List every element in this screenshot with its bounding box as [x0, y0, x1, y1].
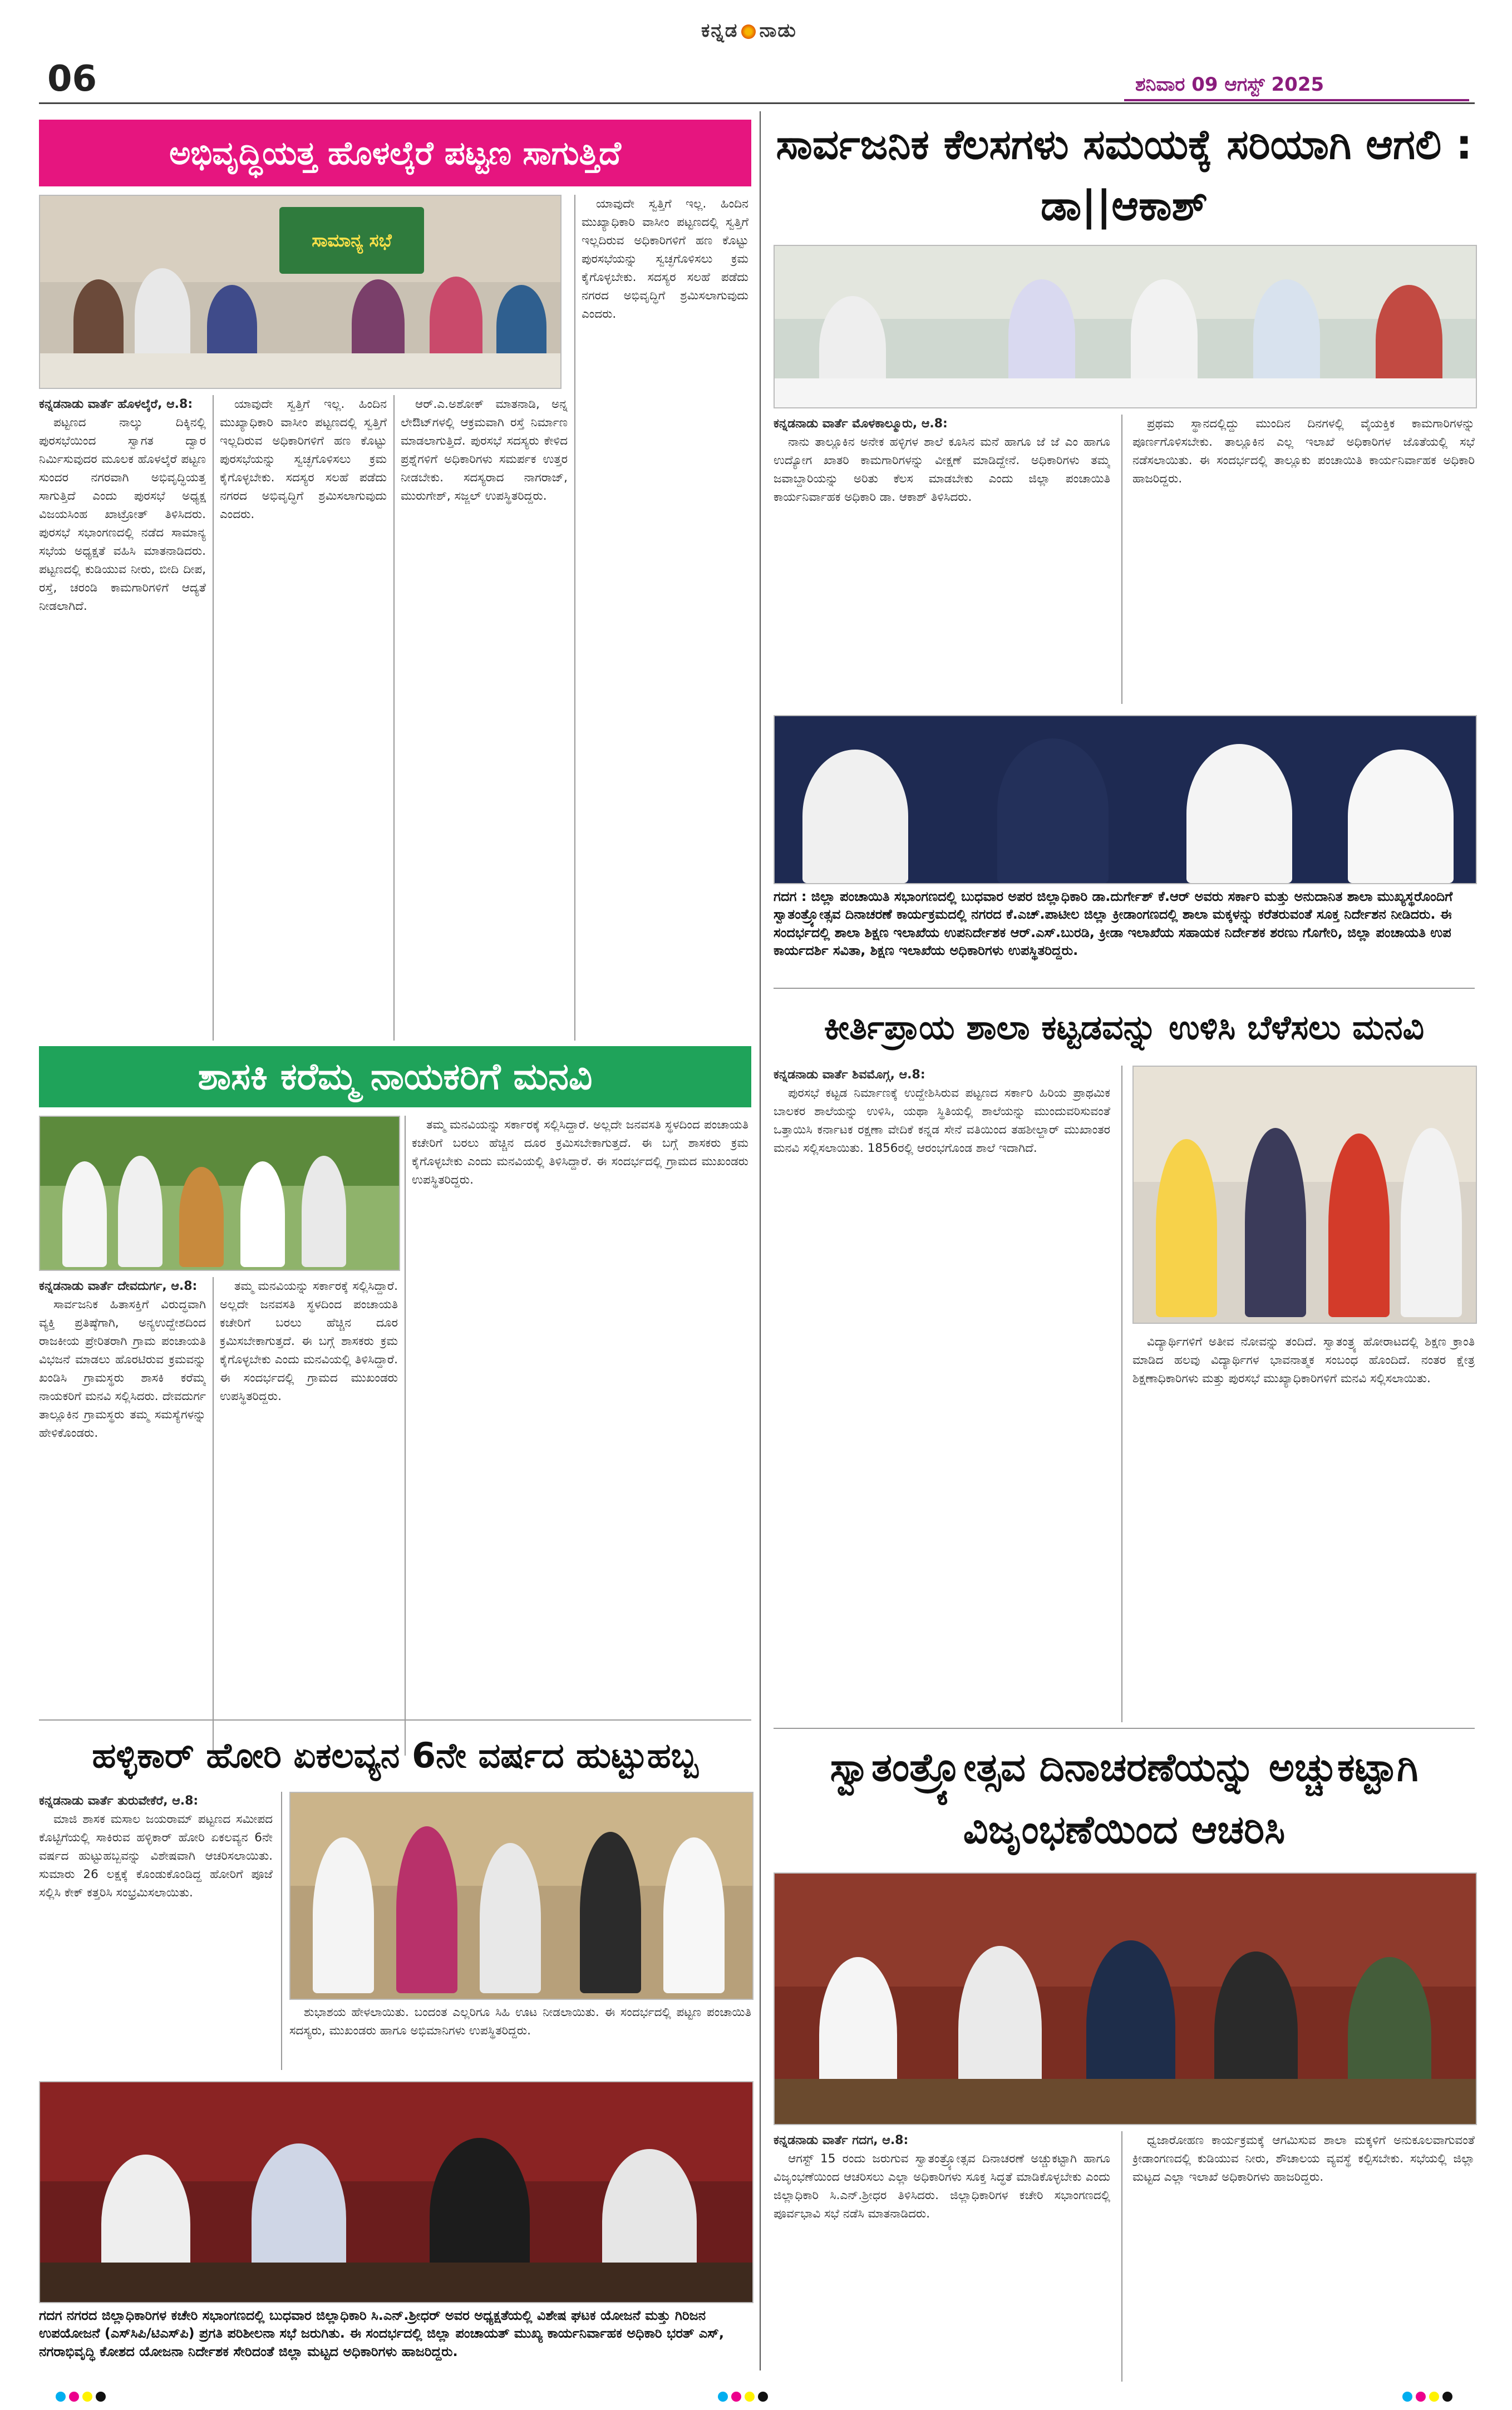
- holalkere-col1: [39, 395, 206, 1041]
- school-photo: [1132, 1066, 1477, 1324]
- divider: [405, 1116, 406, 1756]
- holalkere-text-1: ಪಟ್ಟಣದ ನಾಲ್ಕು ದಿಕ್ಕಿನಲ್ಲಿ ಪುರಸಭೆಯಿಂದ ಸ್ವಾಗತ ದ್ವಾರ ನಿರ್ಮಿಸುವುದರ ಮೂಲಕ ಹೊಳಲ್ಕೆರೆ ಪಟ್ಟಣ ಸುಂದರ ನಗರವಾಗಿ ಅಭಿವೃದ್ಧಿಯತ್ತ ಸಾಗುತ್ತಿದೆ ಎಂದು ಪುರಸಭೆ ಅಧ್ಯಕ್ಷ ವಿಜಯಸಿಂಹ ಖಾಟ್ರೋತ್ ತಿಳಿಸಿದರು. ಪುರಸಭೆ ಸಭಾಂಗಣದಲ್ಲಿ ನಡೆದ ಸಾಮಾನ್ಯ ಸಭೆಯ ಅಧ್ಯಕ್ಷತೆ ವಹಿಸಿ ಮಾತನಾಡಿದರು. ಪಟ್ಟಣದಲ್ಲಿ ಕುಡಿಯುವ ನೀರು, ಬೀದಿ ದೀಪ, ರಸ್ತೆ, ಚರಂಡಿ ಕಾಮಗಾರಿಗಳಿಗೆ ಆದ್ಯತೆ ನೀಡಲಾಗಿದೆ.: [39, 416, 206, 613]
- divider: [39, 1719, 751, 1721]
- school-dateline: ಕನ್ನಡನಾಡು ವಾರ್ತೆ ಶಿವಮೊಗ್ಗ, ಆ.8:: [774, 1068, 925, 1082]
- hallikar-text-1: ಮಾಜಿ ಶಾಸಕ ಮಸಾಲ ಜಯರಾಮ್ ಪಟ್ಟಣದ ಸಮೀಪದ ಕೊಟ್ಟಿಗೆಯಲ್ಲಿ ಸಾಕಿರುವ ಹಳ್ಳಿಕಾರ್ ಹೋರಿ ಏಕಲವ್ಯನ 6ನೇ ವರ್ಷದ ಹುಟ್ಟುಹಬ್ಬವನ್ನು ವಿಶೇಷವಾಗಿ ಆಚರಿಸಲಾಯಿತು. ಸುಮಾರು 26 ಲಕ್ಷಕ್ಕೆ ಕೊಂಡುಕೊಂಡಿದ್ದ ಹೋರಿಗೆ ಪೂಜೆ ಸಲ್ಲಿಸಿ ಕೇಕ್ ಕತ್ತರಿಸಿ ಸಂಭ್ರಮಿಸಲಾಯಿತು.: [39, 1812, 273, 1900]
- hallikar-photo: [289, 1792, 753, 2000]
- issue-date: ಶನಿವಾರ 09 ಆಗಸ್ಟ್ 2025: [1135, 73, 1324, 96]
- karemma-text-2: ತಮ್ಮ ಮನವಿಯನ್ನು ಸರ್ಕಾರಕ್ಕೆ ಸಲ್ಲಿಸಿದ್ದಾರೆ. ಅಲ್ಲದೇ ಜನವಸತಿ ಸ್ಥಳದಿಂದ ಪಂಚಾಯತಿ ಕಚೇರಿಗೆ ಬರಲು ಹೆಚ್ಚಿನ ದೂರ ಕ್ರಮಿಸಬೇಕಾಗುತ್ತದೆ. ಈ ಬಗ್ಗೆ ಶಾಸಕರು ಕ್ರಮ ಕೈಗೊಳ್ಳಬೇಕು ಎಂದು ಮನವಿಯಲ್ಲಿ ತಿಳಿಸಿದ್ದಾರೆ. ಈ ಸಂದರ್ಭದಲ್ಲಿ ಗ್ರಾಮದ ಮುಖಂಡರು ಉಪಸ್ಥಿತರಿದ್ದರು.: [220, 1279, 398, 1403]
- holalkere-col2: [220, 395, 387, 1041]
- holalkere-photo: [39, 195, 562, 389]
- public-works-col1: [774, 415, 1110, 704]
- holalkere-dateline: ಕನ್ನಡನಾಡು ವಾರ್ತೆ ಹೊಳಲ್ಕೆರೆ, ಆ.8:: [39, 397, 193, 411]
- holalkere-text-3: ಆರ್.ಎ.ಅಶೋಕ್ ಮಾತನಾಡಿ, ಅನ್ನ ಲೇಔಟ್‌ಗಳಲ್ಲಿ ಆಕ್ರಮವಾಗಿ ರಸ್ತೆ ನಿರ್ಮಾಣ ಮಾಡಲಾಗುತ್ತಿದೆ. ಪುರಸಭೆ ಸದಸ್ಯರು ಕೇಳಿದ ಪ್ರಶ್ನೆಗಳಿಗೆ ಅಧಿಕಾರಿಗಳು ಸಮರ್ಪಕ ಉತ್ತರ ನೀಡಬೇಕು. ಸದಸ್ಯರಾದ ನಾಗರಾಜ್, ಮುರುಗೇಶ್, ಸಜ್ಜಲ್ ಉಪಸ್ಥಿತರಿದ್ದರು.: [401, 397, 568, 503]
- zp-meeting-caption: ಗದಗ : ಜಿಲ್ಲಾ ಪಂಚಾಯಿತಿ ಸಭಾಂಗಣದಲ್ಲಿ ಬುಧವಾರ ಅಪರ ಜಿಲ್ಲಾಧಿಕಾರಿ ಡಾ.ದುರ್ಗೇಶ್ ಕೆ.ಆರ್ ಅವರು ಸರ್ಕಾರಿ ಮತ್ತು ಅನುದಾನಿತ ಶಾಲಾ ಮುಖ್ಯಸ್ಥರೊಂದಿಗೆ ಸ್ವಾತಂತ್ರ್ಯೋತ್ಸವ ದಿನಾಚರಣೆ ಕಾರ್ಯಕ್ರಮದಲ್ಲಿ ನಗರದ ಕೆ.ಎಚ್.ಪಾಟೀಲ ಜಿಲ್ಲಾ ಕ್ರೀಡಾಂಗಣದಲ್ಲಿ ಶಾಲಾ ಮಕ್ಕಳನ್ನು ಕರೆತರುವಂತೆ ಸೂಕ್ತ ನಿರ್ದೇಶನ ನೀಡಿದರು. ಈ ಸಂದರ್ಭದಲ್ಲಿ ಶಾಲಾ ಶಿಕ್ಷಣ ಇಲಾಖೆಯ ಉಪನಿರ್ದೇಶಕ ಆರ್.ಎಸ್.ಬುರಡಿ, ಕ್ರೀಡಾ ಇಲಾಖೆಯ ಸಹಾಯಕ ನಿರ್ದೇಶಕ ಶರಣು ಗೊಗೇರಿ, ಜಿಲ್ಲಾ ಪಂಚಾಯತಿ ಉಪ ಕಾರ್ಯದರ್ಶಿ ಸವಿತಾ, ಶಿಕ್ಷಣ ಇಲಾಖೆಯ ಅಧಿಕಾರಿಗಳು ಉಪಸ್ಥಿತರಿದ್ದರು.: [774, 889, 1453, 959]
- date-rule: [1124, 99, 1469, 101]
- school-text-2: ವಿದ್ಯಾರ್ಥಿಗಳಿಗೆ ಅತೀವ ನೋವನ್ನು ತಂದಿದೆ. ಸ್ವಾತಂತ್ರ್ಯ ಹೋರಾಟದಲ್ಲಿ ಶಿಕ್ಷಣ ಕ್ರಾಂತಿ ಮಾಡಿದ ಹಲವು ವಿದ್ಯಾರ್ಥಿಗಳ ಭಾವನಾತ್ಮಕ ಸಂಬಂಧ ಹೊಂದಿದೆ. ನಂತರ ಕ್ಷೇತ್ರ ಶಿಕ್ಷಣಾಧಿಕಾರಿಗಳು ಮತ್ತು ಪುರಸಭೆ ಮುಖ್ಯಾಧಿಕಾರಿಗಳಿಗೆ ಮನವಿ ಸಲ್ಲಿಸಲಾಯಿತು.: [1132, 1335, 1475, 1386]
- header-rule: [39, 102, 1475, 104]
- divider: [1121, 2131, 1122, 2382]
- meeting-banner: ಸಾಮಾನ್ಯ ಸಭೆ: [279, 207, 424, 274]
- karemma-headline: ಶಾಸಕಿ ಕರೆಮ್ಮ ನಾಯಕರಿಗೆ ಮನವಿ: [39, 1046, 751, 1107]
- hallikar-col1: [39, 1792, 273, 2070]
- divider: [574, 195, 575, 1041]
- masthead-right: ನಾಡು: [759, 19, 797, 42]
- karemma-text-3: ತಮ್ಮ ಮನವಿಯನ್ನು ಸರ್ಕಾರಕ್ಕೆ ಸಲ್ಲಿಸಿದ್ದಾರೆ. ಅಲ್ಲದೇ ಜನವಸತಿ ಸ್ಥಳದಿಂದ ಪಂಚಾಯತಿ ಕಚೇರಿಗೆ ಬರಲು ಹೆಚ್ಚಿನ ದೂರ ಕ್ರಮಿಸಬೇಕಾಗುತ್ತದೆ. ಈ ಬಗ್ಗೆ ಶಾಸಕರು ಕ್ರಮ ಕೈಗೊಳ್ಳಬೇಕು ಎಂದು ಮನವಿಯಲ್ಲಿ ತಿಳಿಸಿದ್ದಾರೆ. ಈ ಸಂದರ್ಭದಲ್ಲಿ ಗ್ರಾಮದ ಮುಖಂಡರು ಉಪಸ್ಥಿತರಿದ್ದರು.: [412, 1118, 748, 1187]
- independence-text-2: ಧ್ವಜಾರೋಹಣ ಕಾರ್ಯಕ್ರಮಕ್ಕೆ ಆಗಮಿಸುವ ಶಾಲಾ ಮಕ್ಕಳಿಗೆ ಅನುಕೂಲವಾಗುವಂತೆ ಕ್ರೀಡಾಂಗಣದಲ್ಲಿ ಕುಡಿಯುವ ನೀರು, ಶೌಚಾಲಯ ವ್ಯವಸ್ಥೆ ಕಲ್ಪಿಸಬೇಕು. ಸಭೆಯಲ್ಲಿ ಜಿಲ್ಲಾ ಮಟ್ಟದ ಎಲ್ಲಾ ಇಲಾಖೆ ಅಧಿಕಾರಿಗಳು ಹಾಜರಿದ್ದರು.: [1132, 2133, 1475, 2184]
- public-works-photo: [774, 245, 1477, 408]
- divider: [1121, 1066, 1122, 1722]
- masthead-left: ಕನ್ನಡ: [701, 19, 738, 42]
- independence-col1: [774, 2131, 1110, 2382]
- sun-logo-icon: [741, 24, 756, 39]
- school-headline: ಕೀರ್ತಿಪ್ರಾಯ ಶಾಲಾ ಕಟ್ಟಡವನ್ನು ಉಳಿಸಿ ಬೆಳೆಸಲು ಮನವಿ: [824, 1008, 1425, 1047]
- divider: [1121, 415, 1122, 704]
- divider: [213, 395, 214, 1041]
- hallikar-col2: [289, 2003, 751, 2070]
- registration-marks-left: [56, 2392, 109, 2404]
- holalkere-col4: [582, 195, 748, 1041]
- hallikar-headline: ಹಳ್ಳಿಕಾರ್ ಹೋರಿ ಏಕಲವ್ಯನ 6ನೇ ವರ್ಷದ ಹುಟ್ಟುಹಬ್ಬ: [92, 1735, 698, 1776]
- registration-marks-center: [718, 2392, 771, 2404]
- karemma-photo: [39, 1116, 400, 1271]
- hallikar-text-2: ಶುಭಾಶಯ ಹೇಳಲಾಯಿತು. ಬಂದಂತ ಎಲ್ಲರಿಗೂ ಸಿಹಿ ಊಟ ನೀಡಲಾಯಿತು. ಈ ಸಂದರ್ಭದಲ್ಲಿ ಪಟ್ಟಣ ಪಂಚಾಯಿತಿ ಸದಸ್ಯರು, ಮುಖಂಡರು ಹಾಗೂ ಅಭಿಮಾನಿಗಳು ಉಪಸ್ಥಿತರಿದ್ದರು.: [289, 2005, 751, 2038]
- independence-col2: [1132, 2131, 1475, 2382]
- divider: [213, 1277, 214, 1756]
- divider: [281, 1792, 282, 2070]
- holalkere-col3: [401, 395, 568, 1041]
- holalkere-headline: ಅಭಿವೃದ್ಧಿಯತ್ತ ಹೊಳಲ್ಕೆರೆ ಪಟ್ಟಣ ಸಾಗುತ್ತಿದೆ: [39, 120, 751, 186]
- independence-headline: ಸ್ವಾತಂತ್ರ್ಯೋತ್ಸವ ದಿನಾಚರಣೆಯನ್ನು ಅಚ್ಚುಕಟ್ಟಾಗಿ ವಿಜೃಂಭಣೆಯಿಂದ ಆಚರಿಸಿ: [830, 1744, 1419, 1852]
- karemma-dateline: ಕನ್ನಡನಾಡು ವಾರ್ತೆ ದೇವದುರ್ಗ, ಆ.8:: [39, 1279, 198, 1293]
- independence-text-1: ಆಗಸ್ಟ್ 15 ರಂದು ಜರುಗುವ ಸ್ವಾತಂತ್ರ್ಯೋತ್ಸವ ದಿನಾಚರಣೆ ಅಚ್ಚುಕಟ್ಟಾಗಿ ಹಾಗೂ ವಿಜೃಂಭಣೆಯಿಂದ ಆಚರಿಸಲು ಎಲ್ಲಾ ಅಧಿಕಾರಿಗಳು ಸೂಕ್ತ ಸಿದ್ಧತೆ ಮಾಡಿಕೊಳ್ಳಬೇಕು ಎಂದು ಜಿಲ್ಲಾಧಿಕಾರಿ ಸಿ.ಎನ್.ಶ್ರೀಧರ ತಿಳಿಸಿದರು. ಜಿಲ್ಲಾಧಿಕಾರಿಗಳ ಕಚೇರಿ ಸಭಾಂಗಣದಲ್ಲಿ ಪೂರ್ವಭಾವಿ ಸಭೆ ನಡೆಸಿ ಮಾತನಾಡಿದರು.: [774, 2152, 1110, 2221]
- divider: [393, 395, 395, 1041]
- page-number: 06: [47, 58, 97, 100]
- registration-marks-right: [1402, 2392, 1456, 2404]
- independence-photo: [774, 1872, 1477, 2125]
- scp-meeting-photo: [39, 2081, 753, 2303]
- public-works-col2: [1132, 415, 1475, 704]
- holalkere-text-2: ಯಾವುದೇ ಸ್ವತ್ತಿಗೆ ಇಲ್ಲ. ಹಿಂದಿನ ಮುಖ್ಯಾಧಿಕಾರಿ ವಾಸೀಂ ಪಟ್ಟಣದಲ್ಲಿ ಸ್ವತ್ತಿಗೆ ಇಲ್ಲದಿರುವ ಅಧಿಕಾರಿಗಳಿಗೆ ಹಣ ಕೊಟ್ಟು ಪುರಸಭೆಯನ್ನು ಸ್ವಚ್ಛಗೊಳಿಸಲು ಕ್ರಮ ಕೈಗೊಳ್ಳಬೇಕು. ಸದಸ್ಯರ ಸಲಹೆ ಪಡೆದು ನಗರದ ಅಭಿವೃದ್ಧಿಗೆ ಶ್ರಮಿಸಲಾಗುವುದು ಎಂದರು.: [220, 397, 387, 521]
- masthead: [701, 19, 797, 42]
- school-col2: [1132, 1333, 1475, 1722]
- holalkere-text-4: ಯಾವುದೇ ಸ್ವತ್ತಿಗೆ ಇಲ್ಲ. ಹಿಂದಿನ ಮುಖ್ಯಾಧಿಕಾರಿ ವಾಸೀಂ ಪಟ್ಟಣದಲ್ಲಿ ಸ್ವತ್ತಿಗೆ ಇಲ್ಲದಿರುವ ಅಧಿಕಾರಿಗಳಿಗೆ ಹಣ ಕೊಟ್ಟು ಪುರಸಭೆಯನ್ನು ಸ್ವಚ್ಛಗೊಳಿಸಲು ಕ್ರಮ ಕೈಗೊಳ್ಳಬೇಕು. ಸದಸ್ಯರ ಸಲಹೆ ಪಡೆದು ನಗರದ ಅಭಿವೃದ್ಧಿಗೆ ಶ್ರಮಿಸಲಾಗುವುದು ಎಂದರು.: [582, 197, 748, 321]
- public-works-text-2: ಪ್ರಥಮ ಸ್ಥಾನದಲ್ಲಿದ್ದು ಮುಂದಿನ ದಿನಗಳಲ್ಲಿ ವೈಯಕ್ತಿಕ ಕಾಮಗಾರಿಗಳನ್ನು ಪೂರ್ಣಗೊಳಿಸಬೇಕು. ತಾಲ್ಲೂಕಿನ ಎಲ್ಲ ಇಲಾಖೆ ಅಧಿಕಾರಿಗಳ ಜೊತೆಯಲ್ಲಿ ಸಭೆ ನಡೆಸಲಾಯಿತು. ಈ ಸಂದರ್ಭದಲ್ಲಿ ತಾಲ್ಲೂಕು ಪಂಚಾಯಿತಿ ಕಾರ್ಯನಿರ್ವಾಹಕ ಅಧಿಕಾರಿ ಹಾಜರಿದ್ದರು.: [1132, 417, 1475, 486]
- divider: [774, 1728, 1475, 1729]
- karemma-col3: [412, 1116, 748, 1756]
- independence-dateline: ಕನ್ನಡನಾಡು ವಾರ್ತೆ ಗದಗ, ಆ.8:: [774, 2133, 909, 2147]
- scp-meeting-caption: ಗದಗ ನಗರದ ಜಿಲ್ಲಾಧಿಕಾರಿಗಳ ಕಚೇರಿ ಸಭಾಂಗಣದಲ್ಲಿ ಬುಧವಾರ ಜಿಲ್ಲಾಧಿಕಾರಿ ಸಿ.ಎನ್.ಶ್ರೀಧರ್ ಅವರ ಅಧ್ಯಕ್ಷತೆಯಲ್ಲಿ ವಿಶೇಷ ಘಟಕ ಯೋಜನೆ ಮತ್ತು ಗಿರಿಜನ ಉಪಯೋಜನೆ (ಎಸ್‌ಸಿಪಿ/ಟಿಎಸ್‌ಪಿ) ಪ್ರಗತಿ ಪರಿಶೀಲನಾ ಸಭೆ ಜರುಗಿತು. ಈ ಸಂದರ್ಭದಲ್ಲಿ ಜಿಲ್ಲಾ ಪಂಚಾಯತ್ ಮುಖ್ಯ ಕಾರ್ಯನಿರ್ವಾಹಕ ಅಧಿಕಾರಿ ಭರತ್ ಎಸ್, ನಗರಾಭಿವೃದ್ಧಿ ಕೋಶದ ಯೋಜನಾ ನಿರ್ದೇಶಕ ಸೇರಿದಂತೆ ಜಿಲ್ಲಾ ಮಟ್ಟದ ಅಧಿಕಾರಿಗಳು ಹಾಜರಿದ್ದರು.: [39, 2308, 724, 2359]
- karemma-col2: [220, 1277, 398, 1756]
- karemma-text-1: ಸಾರ್ವಜನಿಕ ಹಿತಾಸಕ್ತಿಗೆ ವಿರುದ್ಧವಾಗಿ ವ್ಯಕ್ತಿ ಪ್ರತಿಷ್ಠೆಗಾಗಿ, ಅನ್ಯಉದ್ದೇಶದಿಂದ ರಾಜಕೀಯ ಪ್ರೇರಿತರಾಗಿ ಗ್ರಾಮ ಪಂಚಾಯತಿ ವಿಭಜನೆ ಮಾಡಲು ಹೊರಟಿರುವ ಕ್ರಮವನ್ನು ಖಂಡಿಸಿ ಗ್ರಾಮಸ್ಥರು ಶಾಸಕಿ ಕರೆಮ್ಮ ನಾಯಕರಿಗೆ ಮನವಿ ಸಲ್ಲಿಸಿದರು. ದೇವದುರ್ಗ ತಾಲ್ಲೂಕಿನ ಗ್ರಾಮಸ್ಥರು ತಮ್ಮ ಸಮಸ್ಯೆಗಳನ್ನು ಹೇಳಿಕೊಂಡರು.: [39, 1298, 206, 1440]
- school-col1: [774, 1066, 1110, 1722]
- school-text-1: ಪುರಸಭೆ ಕಟ್ಟಡ ನಿರ್ಮಾಣಕ್ಕೆ ಉದ್ದೇಶಿಸಿರುವ ಪಟ್ಟಣದ ಸರ್ಕಾರಿ ಹಿರಿಯ ಪ್ರಾಥಮಿಕ ಬಾಲಕರ ಶಾಲೆಯನ್ನು ಉಳಿಸಿ, ಯಥಾ ಸ್ಥಿತಿಯಲ್ಲಿ ಶಾಲೆಯನ್ನು ಮುಂದುವರಿಸುವಂತೆ ಒತ್ತಾಯಿಸಿ ಕರ್ನಾಟಕ ರಕ್ಷಣಾ ವೇದಿಕೆ ಕನ್ನಡ ಸೇನೆ ವತಿಯಿಂದ ತಹಶೀಲ್ದಾರ್ ಮುಖಾಂತರ ಮನವಿ ಸಲ್ಲಿಸಲಾಯಿತು. 1856ರಲ್ಲಿ ಆರಂಭಗೊಂಡ ಶಾಲೆ ಇದಾಗಿದೆ.: [774, 1086, 1110, 1155]
- divider: [774, 988, 1475, 989]
- public-works-text-1: ನಾನು ತಾಲ್ಲೂಕಿನ ಅನೇಕ ಹಳ್ಳಿಗಳ ಶಾಲೆ ಕೂಸಿನ ಮನೆ ಹಾಗೂ ಜೆ ಜೆ ಎಂ ಹಾಗೂ ಉದ್ಯೋಗ ಖಾತರಿ ಕಾಮಗಾರಿಗಳನ್ನು ವೀಕ್ಷಣೆ ಮಾಡಿದ್ದೇನೆ. ಅಧಿಕಾರಿಗಳು ತಮ್ಮ ಜವಾಬ್ದಾರಿಯನ್ನು ಅರಿತು ಕೆಲಸ ಮಾಡಬೇಕು ಎಂದು ಜಿಲ್ಲಾ ಪಂಚಾಯಿತಿ ಕಾರ್ಯನಿರ್ವಾಹಕ ಅಧಿಕಾರಿ ಡಾ. ಆಕಾಶ್ ತಿಳಿಸಿದರು.: [774, 435, 1110, 504]
- public-works-headline: ಸಾರ್ವಜನಿಕ ಕೆಲಸಗಳು ಸಮಯಕ್ಕೆ ಸರಿಯಾಗಿ ಆಗಲಿ : ಡಾ||ಆಕಾಶ್: [776, 121, 1472, 230]
- zp-meeting-photo: [774, 715, 1477, 884]
- hallikar-dateline: ಕನ್ನಡನಾಡು ವಾರ್ತೆ ತುರುವೇಕೆರೆ, ಆ.8:: [39, 1794, 199, 1808]
- public-works-dateline: ಕನ್ನಡನಾಡು ವಾರ್ತೆ ಮೊಳಕಾಲ್ಮೂರು, ಆ.8:: [774, 417, 948, 431]
- page-divider: [760, 111, 761, 2370]
- karemma-col1: [39, 1277, 206, 1756]
